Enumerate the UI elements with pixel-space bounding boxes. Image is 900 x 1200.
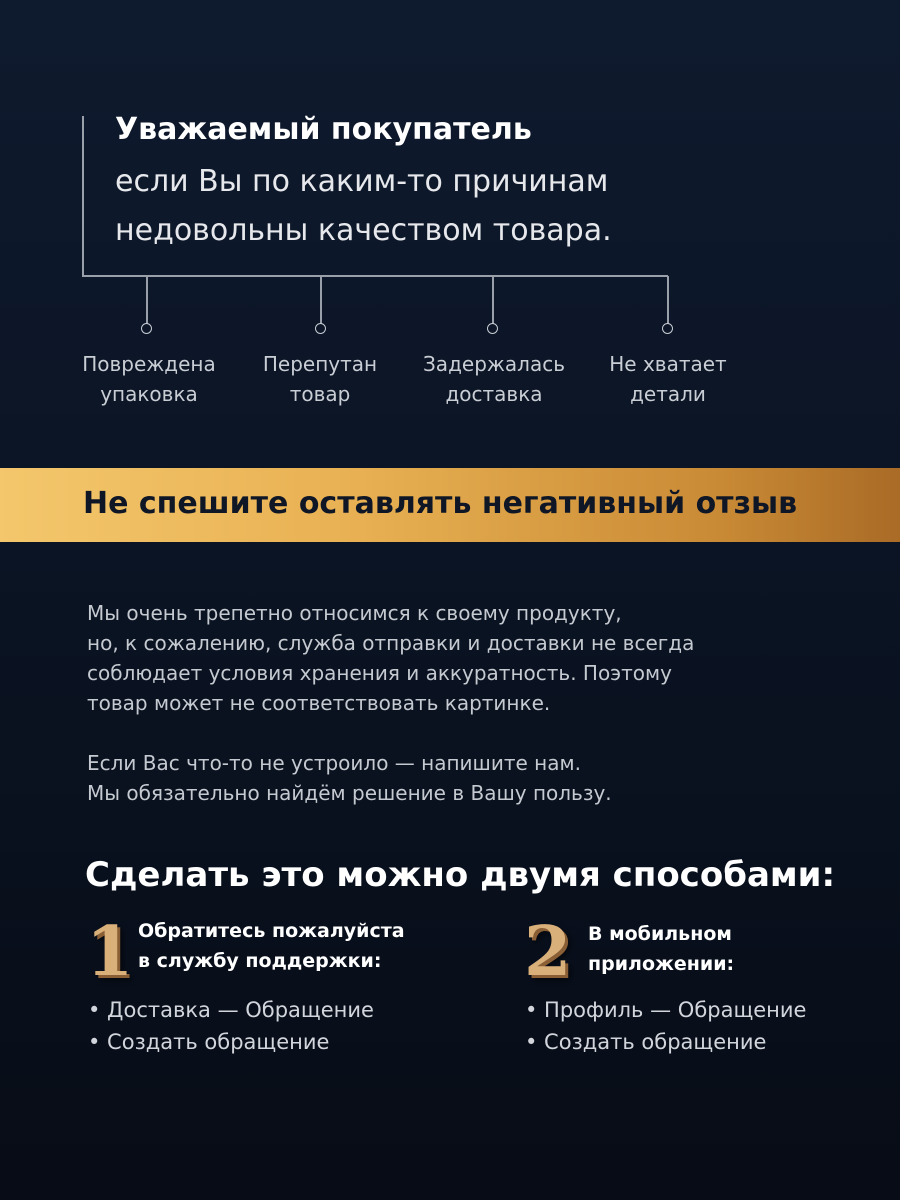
reason-line: Перепутан	[262, 352, 378, 376]
reason-stem	[320, 276, 322, 324]
reason-node-icon	[315, 323, 326, 334]
list-item: • Создать обращение	[88, 1030, 330, 1054]
reason-node-icon	[487, 323, 498, 334]
reason-node-icon	[141, 323, 152, 334]
step-1-bullets	[88, 994, 374, 1058]
step-heading-line: приложении:	[588, 953, 735, 975]
step-heading-line: Обратитесь пожалуйста	[138, 920, 405, 942]
banner-text: Не спешите оставлять негативный отзыв	[83, 486, 798, 521]
step-1-heading	[138, 916, 405, 976]
reason-line: товар	[289, 382, 351, 406]
paragraph-contact	[87, 748, 612, 808]
page-title: Уважаемый покупатель	[115, 112, 532, 147]
reason-line: детали	[630, 382, 706, 406]
reason-delayed-delivery	[409, 349, 579, 409]
list-item: • Создать обращение	[525, 1030, 767, 1054]
paragraph-line: Если Вас что-то не устроило — напишите нам.	[87, 751, 581, 775]
reason-missing-parts	[583, 349, 753, 409]
reason-damaged-packaging	[64, 349, 234, 409]
reason-stem	[146, 276, 148, 324]
reason-line: Не хватает	[609, 352, 727, 376]
subtitle-line-2: недовольны качеством товара.	[115, 213, 612, 248]
step-2-bullets	[525, 994, 806, 1058]
bracket-vertical-line	[82, 116, 84, 276]
reason-line: Задержалась	[422, 352, 565, 376]
list-item: • Доставка — Обращение	[88, 998, 374, 1022]
step-heading-line: в службу поддержки:	[138, 950, 382, 972]
subtitle-line-1: если Вы по каким-то причинам	[115, 164, 609, 199]
list-item: • Профиль — Обращение	[525, 998, 807, 1022]
ways-title: Сделать это можно двумя способами:	[85, 855, 836, 895]
paragraph-line: соблюдает условия хранения и аккуратность. Поэтому	[87, 661, 672, 685]
paragraph-line: товар может не соответствовать картинке.	[87, 691, 551, 715]
step-2-heading	[588, 919, 734, 979]
bracket-horizontal-line	[82, 275, 668, 277]
step-number-2: 2	[524, 912, 572, 992]
step-number-1: 1	[86, 912, 134, 992]
reason-mixed-up-item	[235, 349, 405, 409]
reason-line: доставка	[445, 382, 543, 406]
reason-node-icon	[662, 323, 673, 334]
paragraph-line: Мы обязательно найдём решение в Вашу пользу.	[87, 781, 612, 805]
reason-line: Повреждена	[82, 352, 216, 376]
reason-stem	[667, 276, 669, 324]
reason-stem	[492, 276, 494, 324]
reason-line: упаковка	[100, 382, 198, 406]
paragraph-intro	[87, 598, 694, 718]
paragraph-line: но, к сожалению, служба отправки и доставки не всегда	[87, 631, 695, 655]
step-heading-line: В мобильном	[588, 923, 732, 945]
paragraph-line: Мы очень трепетно относимся к своему продукту,	[87, 601, 622, 625]
